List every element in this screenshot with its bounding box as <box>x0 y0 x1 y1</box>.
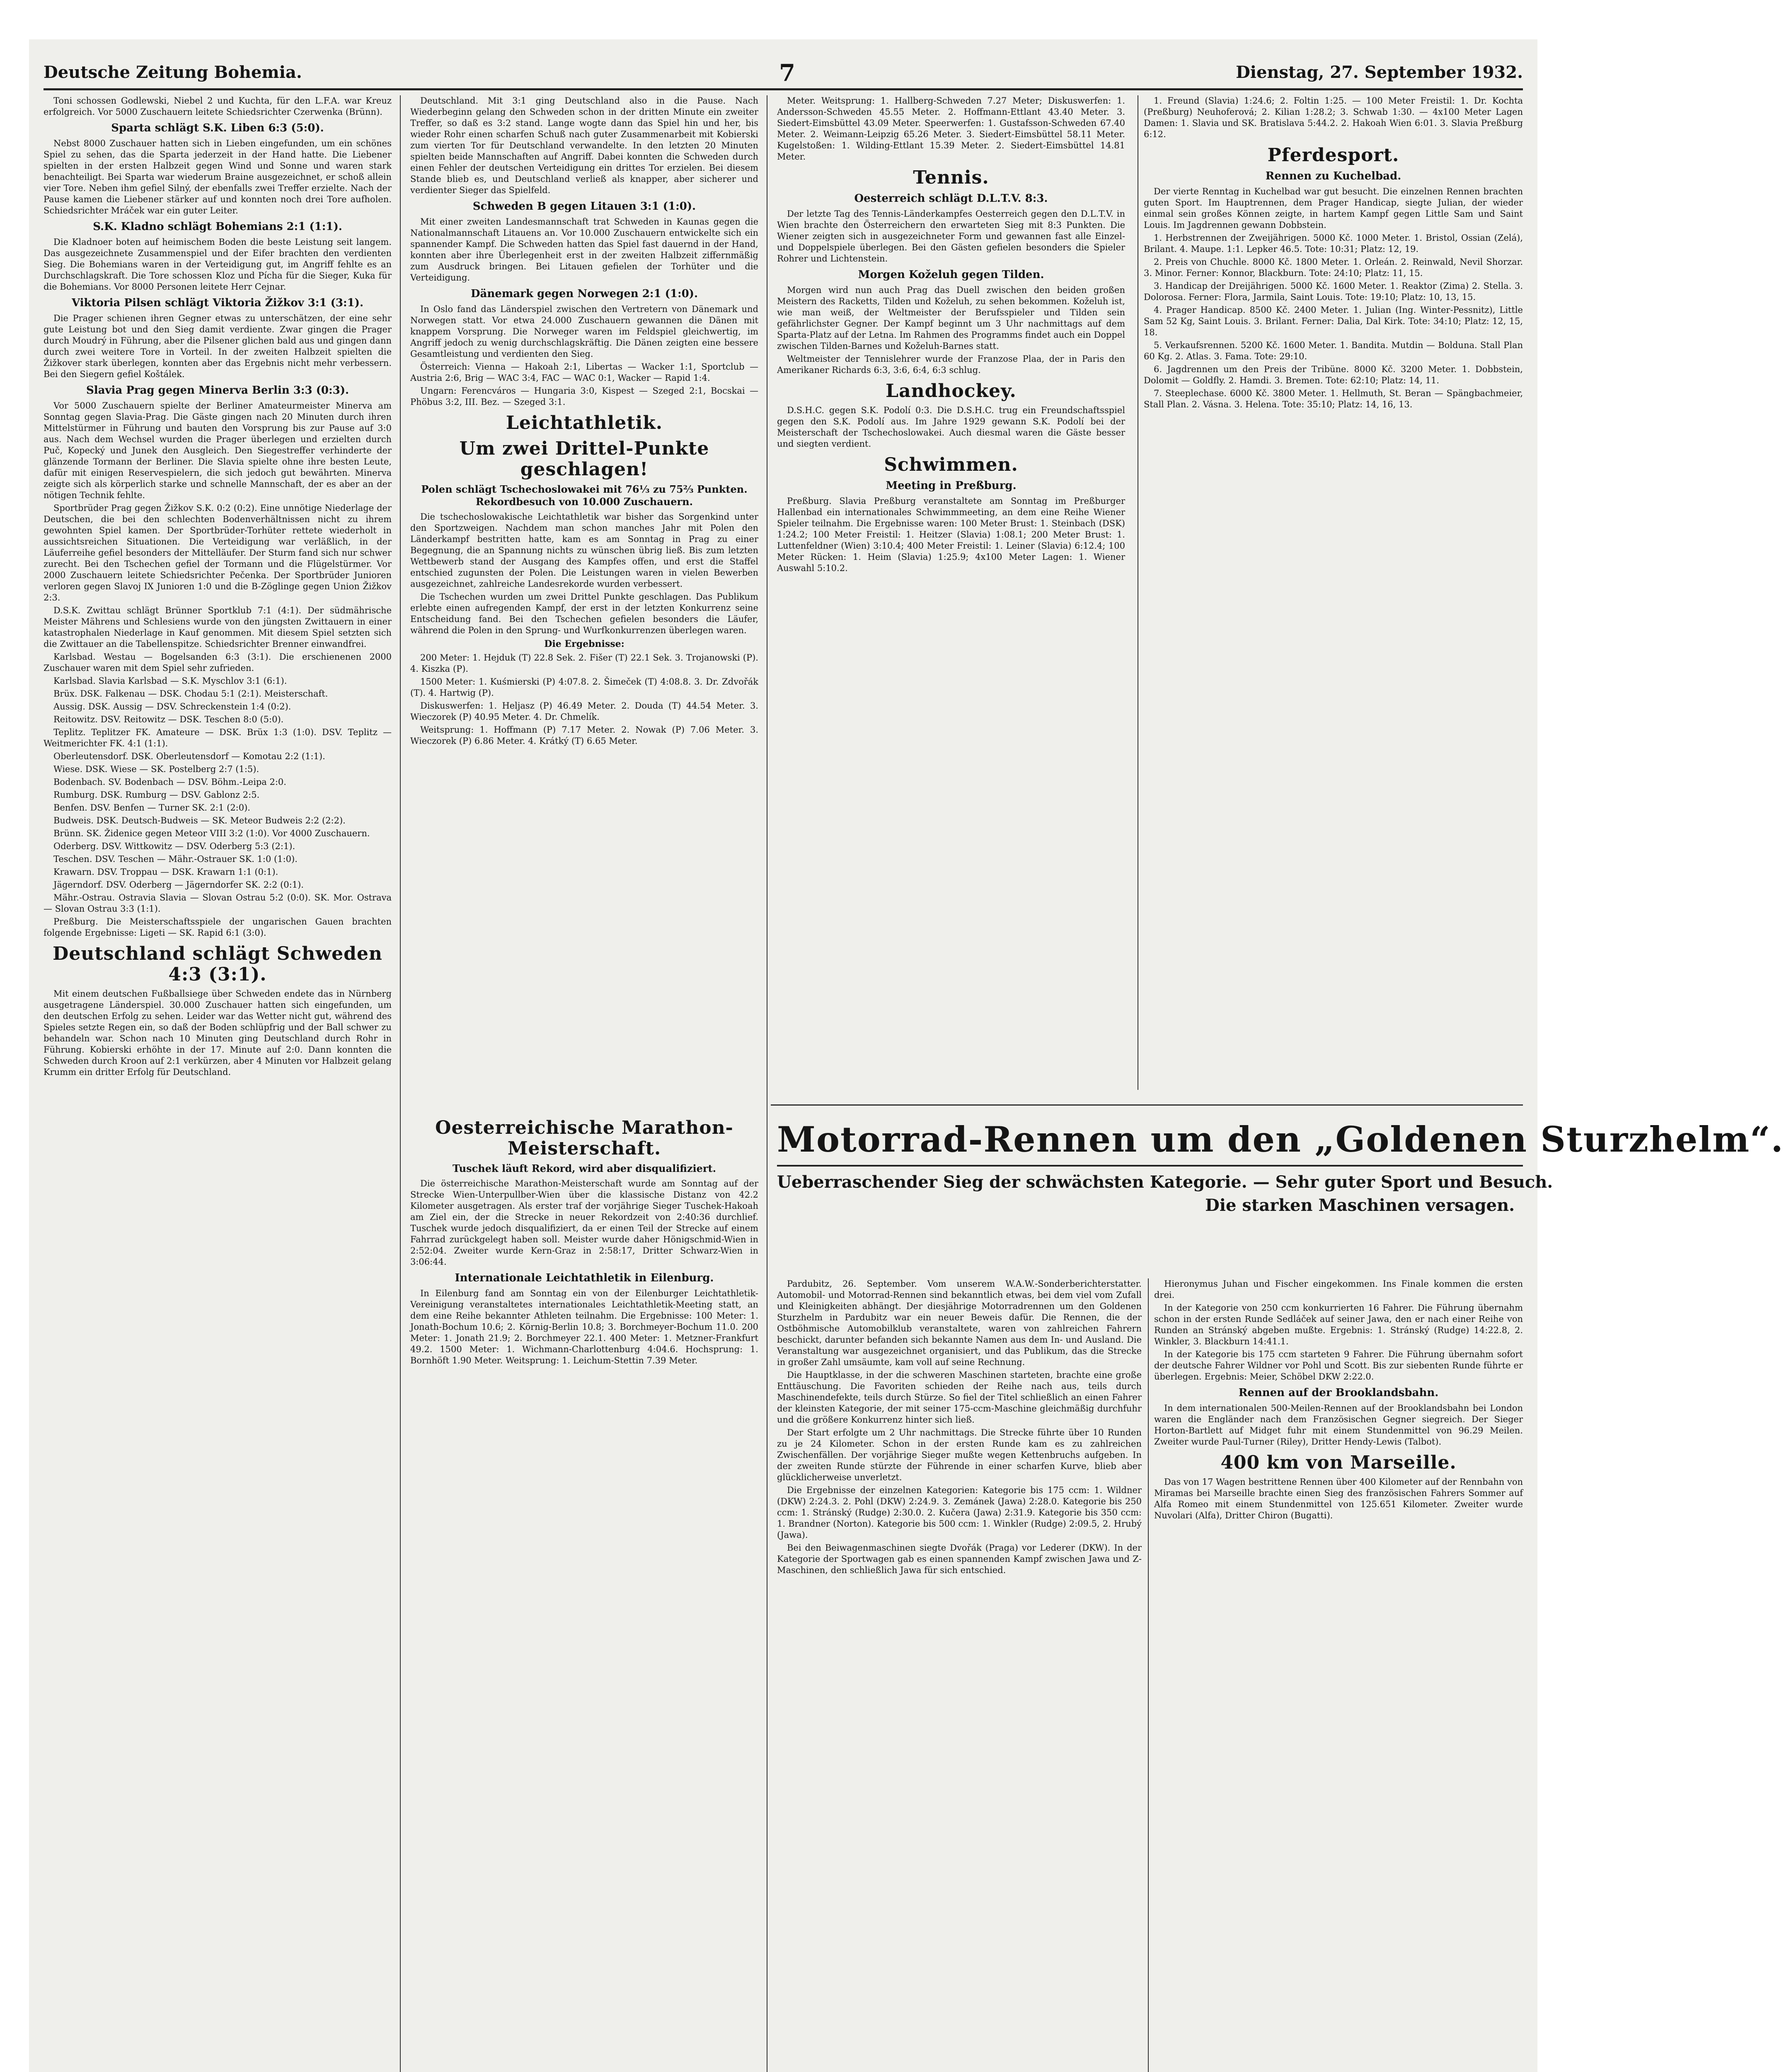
result-line: Krawarn. DSV. Troppau — DSK. Krawarn 1:1 (0:1). <box>53 867 278 877</box>
article-text: Die Hauptklasse, in der die schweren Maschinen starteten, brachte eine große Enttäuschung. Die Favoriten schieden der Reihe nach aus, teils durch Maschinendefekte, teils durch Stürze. So fiel der Titel schließlich an einen Fahrer der kleinsten Kategorie, der mit seiner 175-ccm-Maschine gleichmäßig durchfuhr und die größere Konkurrenz hinter sich ließ. <box>777 1370 1142 1425</box>
article-headline: Rennen zu Kuchelbad. <box>1265 170 1402 182</box>
race-result: 4. Prager Handicap. 8500 Kč. 2400 Meter. 1. Julian (Ing. Winter-Pessnitz), Little Sam 52 Kg, Saint Louis. 3. Brilant. Ferner: Dalia, Dal Kirk. Tote: 34:10; Platz: 12, 15, 18. <box>1144 305 1523 337</box>
result-line: 200 Meter: 1. Hejduk (T) 22.8 Sek. 2. Fišer (T) 22.1 Sek. 3. Trojanowski (P). 4. Kiszka (P). <box>410 653 758 674</box>
article-text: Toni schossen Godlewski, Niebel 2 und Kuchta, für den L.F.A. war Kreuz erfolgreich. Vor 5000 Zuschauern leitete Schiedsrichter Czerwenka (Brünn). <box>44 96 392 117</box>
result-line: Bodenbach. SV. Bodenbach — DSV. Böhm.-Leipa 2:0. <box>53 777 286 787</box>
article-text: Vor 5000 Zuschauern spielte der Berliner Amateurmeister Minerva am Sonntag gegen Slavia-Prag. Die Gäste gingen nach 20 Minuten durch ihren Mittelstürmer in Führung und bauten den Vorsprung bis zur Pause auf 3:0 aus. Nach dem Wechsel wurden die Prager überlegen und erzielten durch Puč, Kopecký und Junek den Ausgleich. Den Siegestreffer verhinderte der glänzende Tormann der Berliner. Die Slavia spielte ohne ihre besten Leute, dafür mit einigen Reservespielern, die sich jedoch gut bewährten. Minerva zeigte sich als körperlich starke und schnelle Mannschaft, der es aber an der nötigen Technik fehlte. <box>44 401 392 500</box>
article-text: Morgen wird nun auch Prag das Duell zwischen den beiden großen Meistern des Racketts, Tilden und Koželuh, zu sehen bekommen. Koželuh ist, wie man weiß, der Weltmeister der Berufsspieler und Tilden sein gefährlichster Gegner. Der Kampf beginnt um 3 Uhr nachmittags auf dem Sparta-Platz auf der Letna. Im Rahmen des Programms findet auch ein Doppel zwischen Tilden-Barnes und Koželuh-Barnes statt. <box>777 285 1125 351</box>
article-text: Die Ergebnisse der einzelnen Kategorien: Kategorie bis 175 ccm: 1. Wildner (DKW) 2:24.3. 2. Pohl (DKW) 2:24.9. 3. Zemánek (Jawa) 2:28.0. Kategorie bis 250 ccm: 1. Stránský (Rudge) 2:30.0. 2. Kučera (Jawa) 2:31.9. Kategorie bis 350 ccm: 1. Brandner (Norton). Kategorie bis 500 ccm: 1. Winkler (Rudge) 2:09.5, 2. Hrubý (Jawa). <box>777 1485 1142 1540</box>
motorrad-article-body <box>777 1278 1142 2072</box>
article-text: Die tschechoslowakische Leichtathletik war bisher das Sorgenkind unter den Sportzweigen. Nachdem man schon manches Jahr mit Polen den Länderkampf bestritten hatte, kam es am Sonntag in Prag zu einer Begegnung, die an Spannung nichts zu wünschen übrig ließ. Bis zum letzten Wettbewerb stand der Ausgang des Kampfes offen, und erst die Staffel entschied zugunsten der Polen. Die Leistungen waren in vielen Bewerben ausgezeichnet, zahlreiche Landesrekorde wurden verbessert. <box>410 512 758 589</box>
article-subheadline: Polen schlägt Tschechoslowakei mit 76⅓ zu 75⅔ Punkten. Rekordbesuch von 10.000 Zuschauern. <box>421 483 748 508</box>
result-line: 1500 Meter: 1. Kuśmierski (P) 4:07.8. 2. Šimeček (T) 4:08.8. 3. Dr. Zdvořák (T). 4. Hartwig (P). <box>410 677 758 698</box>
result-line: Karlsbad. Westau — Bogelsanden 6:3 (3:1). Die erschienenen 2000 Zuschauer waren mit dem Spiel sehr zufrieden. <box>44 652 392 673</box>
feature-subheadline: Die starken Maschinen versagen. <box>1205 1196 1515 1215</box>
issue-date: Dienstag, 27. September 1932. <box>1236 63 1523 82</box>
newspaper-page <box>29 39 1784 2072</box>
article-text: In der Kategorie bis 175 ccm starteten 9 Fahrer. Die Führung übernahm sofort der deutsche Fahrer Wildner vor Pohl und Scott. Bis zur siebenten Runde führte er überlegen. Ergebnis: Meier, Schöbel DKW 2:22.0. <box>1154 1349 1523 1382</box>
result-line: Teschen. DSV. Teschen — Mähr.-Ostrauer SK. 1:0 (1:0). <box>53 854 298 864</box>
race-result: 6. Jagdrennen um den Preis der Tribüne. 8000 Kč. 3200 Meter. 1. Dobbstein, Dolomit — Goldfly. 2. Hamdi. 3. Bremen. Tote: 62:10; Platz: 14, 11. <box>1144 364 1523 385</box>
article-headline: Viktoria Pilsen schlägt Viktoria Žižkov 3:1 (3:1). <box>71 297 364 309</box>
article-headline: Meeting in Preßburg. <box>886 479 1017 492</box>
article-text: Meter. Weitsprung: 1. Hallberg-Schweden 7.27 Meter; Diskuswerfen: 1. Andersson-Schweden 45.55 Meter. 2. Hoffmann-Ettlant 43.40 Meter. 3. Siedert-Eimsbüttel 43.09 Meter. Speerwerfen: 1. Gustafsson-Schweden 67.40 Meter. 2. Weimann-Leipzig 65.26 Meter. 3. Siedert-Eimsbüttel 58.11 Meter. Kugelstoßen: 1. Wilding-Ettlant 15.39 Meter. 2. Siedert-Eimsbüttel 14.81 Meter. <box>777 96 1125 162</box>
result-line: Oderberg. DSV. Wittkowitz — DSV. Oderberg 5:3 (2:1). <box>53 841 295 851</box>
article-headline: Dänemark gegen Norwegen 2:1 (1:0). <box>470 288 698 300</box>
column-4 <box>1144 95 1523 1086</box>
article-text: Die österreichische Marathon-Meisterschaft wurde am Sonntag auf der Strecke Wien-Unterpullber-Wien über die klassische Distanz von 42.2 Kilometer ausgetragen. Als erster traf der vorjährige Sieger Tuschek-Hakoah am Ziel ein, der die Strecke in neuer Rekordzeit von 2:40:36 durchlief. Tuschek wurde jedoch disqualifiziert, da er einen Teil der Strecke auf einem Fahrrad zurückgelegt haben soll. Meister wurde daher Hönigschmid-Wien in 2:52:04. Zweiter wurde Kern-Graz in 2:58:17, Dritter Schwarz-Wien in 3:06:44. <box>410 1179 758 1267</box>
column-rule <box>1148 1278 1149 2072</box>
masthead <box>44 59 1523 90</box>
result-line: Jägerndorf. DSV. Oderberg — Jägerndorfer SK. 2:2 (0:1). <box>53 880 304 890</box>
result-line: Weitsprung: 1. Hoffmann (P) 7.17 Meter. 2. Nowak (P) 7.06 Meter. 3. Wieczorek (P) 6.86 Meter. 4. Krátký (T) 6.65 Meter. <box>410 725 758 746</box>
race-result: 5. Verkaufsrennen. 5200 Kč. 1600 Meter. 1. Bandita. Mutdin — Bolduna. Stall Plan 60 Kg. 2. Atlas. 3. Fama. Tote: 29:10. <box>1144 340 1523 361</box>
race-result: 2. Preis von Chuchle. 8000 Kč. 1800 Meter. 1. Orleán. 2. Reinwald, Nevil Shorzar. 3. Minor. Ferner: Konnor, Blackburn. Tote: 24:10; Platz: 11, 15. <box>1144 257 1523 278</box>
article-text: Weltmeister der Tennislehrer wurde der Franzose Plaa, der in Paris den Amerikaner Richards 6:3, 3:6, 6:4, 6:3 schlug. <box>777 354 1125 375</box>
result-line: Aussig. DSK. Aussig — DSV. Schreckenstein 1:4 (0:2). <box>53 702 291 712</box>
article-text: Die Tschechen wurden um zwei Drittel Punkte geschlagen. Das Publikum erlebte einen aufregenden Kampf, der erst in der letzten Konkurrenz seine Entscheidung fand. Bei den Tschechen gefielen besonders die Läufer, während die Polen in den Sprung- und Wurfkonkurrenzen überlegen waren. <box>410 592 758 635</box>
race-result: 1. Herbstrennen der Zweijährigen. 5000 Kč. 1000 Meter. 1. Bristol, Ossian (Zelá), Brilant. 4. Maupe. 1:1. Lepker 46.5. Tote: 10:31; Platz: 12, 19. <box>1144 233 1523 254</box>
article-headline: Morgen Koželuh gegen Tilden. <box>858 269 1044 281</box>
article-text: In Eilenburg fand am Sonntag ein von der Eilenburger Leichtathletik-Vereinigung veranstaltetes internationales Leichtathletik-Meeting statt, an dem eine Reihe bekannter Athleten teilnahm. Die Ergebnisse: 100 Meter: 1. Jonath-Bochum 10.6; 2. Körnig-Berlin 10.8; 3. Borchmeyer-Bochum 11.0. 200 Meter: 1. Jonath 21.9; 2. Borchmeyer 22.1. 400 Meter: 1. Metzner-Frankfurt 49.2. 1500 Meter: 1. Wichmann-Charlottenburg 4:04.6. Hochsprung: 1. Bornhöft 1.90 Meter. Weitsprung: 1. Leichum-Stettin 7.39 Meter. <box>410 1288 758 1365</box>
article-text: Bei den Beiwagenmaschinen siegte Dvořák (Praga) vor Lederer (DKW). In der Kategorie der Sportwagen gab es einen spannenden Kampf zwischen Jawa und Z-Maschinen, den schließlich Jawa für sich entschied. <box>777 1543 1142 1575</box>
article-headline: Oesterreich schlägt D.L.T.V. 8:3. <box>854 192 1048 205</box>
result-line: Rumburg. DSK. Rumburg — DSV. Gablonz 2:5. <box>53 790 260 800</box>
lower-right-column <box>1154 1278 1523 2072</box>
result-line: Mähr.-Ostrau. Ostravia Slavia — Slovan Ostrau 5:2 (0:0). SK. Mor. Ostrava — Slovan Ostrau 3:3 (1:1). <box>44 893 392 914</box>
race-result: 7. Steeplechase. 6000 Kč. 3800 Meter. 1. Hellmuth, St. Beran — Spängbachmeier, Stall Plan. 2. Vásna. 3. Helena. Tote: 35:10; Platz: 14, 16, 13. <box>1144 388 1523 409</box>
article-text: 1. Freund (Slavia) 1:24.6; 2. Foltin 1:25. — 100 Meter Freistil: 1. Dr. Kochta (Preßburg) Neuhoferová; 2. Kilian 1:28.2; 3. Schwab 1:30. — 4x100 Meter Lagen Damen: 1. Slavia und SK. Bratislava 5:44.2. 2. Hakoah Wien 6:01. 3. Slavia Preßburg 6:12. <box>1144 96 1523 139</box>
article-text: Preßburg. Slavia Preßburg veranstaltete am Sonntag im Preßburger Hallenbad ein internationales Schwimmmeeting, an dem eine Reihe Wiener Spieler teilnahm. Die Ergebnisse waren: 100 Meter Brust: 1. Steinbach (DSK) 1:24.2; 100 Meter Freistil: 1. Heitzer (Slavia) 1:08.1; 200 Meter Brust: 1. Luttenfeldner (Wien) 3:10.4; 400 Meter Freistil: 1. Leiner (Slavia) 6:12.4; 100 Meter Rücken: 1. Heim (Slavia) 1:25.9; 4x100 Meter Lagen: 1. Wiener Auswahl 5:10.2. <box>777 496 1125 573</box>
article-text: Die Kladnoer boten auf heimischem Boden die beste Leistung seit langem. Das ausgezeichnete Zusammenspiel und der Eifer brachten den verdienten Sieg. Die Bohemians waren in der Verteidigung gut, im Angriff fehlte es an Durchschlagskraft. Die Tore schossen Kloz und Pícha für die Sieger, Kuka für die Bohemians. Vor 8000 Personen leitete Herr Cejnar. <box>44 237 392 292</box>
article-text: Der letzte Tag des Tennis-Länderkampfes Oesterreich gegen den D.L.T.V. in Wien brachte den Österreichern den erwarteten Sieg mit 8:3 Punkten. Die Wiener zeigten sich in ausgezeichneter Form und gewannen fast alle Einzel- und Doppelspiele überlegen. Bei den Gästen gefielen besonders die Spieler Rohrer und Lichtenstein. <box>777 209 1125 264</box>
result-line: Preßburg. Die Meisterschaftsspiele der ungarischen Gauen brachten folgende Ergebnisse: Ligeti — SK. Rapid 6:1 (3:0). <box>44 917 392 938</box>
feature-subheadline: Ueberraschender Sieg der schwächsten Kategorie. — Sehr guter Sport und Besuch. <box>777 1172 1553 1192</box>
article-text: D.S.K. Zwittau schlägt Brünner Sportklub 7:1 (4:1). Der südmährische Meister Mährens und Schlesiens wurde von den jüngsten Zwittauern in einer katastrophalen Niederlage in Kauf genommen. Mit diesem Spiel setzten sich die Zwittauer an die Tabellenspitze. Schiedsrichter Brenner einwandfrei. <box>44 605 392 649</box>
article-headline-large: 400 km von Marseille. <box>1220 1452 1457 1473</box>
article-headline: Schweden B gegen Litauen 3:1 (1:0). <box>472 200 696 213</box>
race-result: 3. Handicap der Dreijährigen. 5000 Kč. 1600 Meter. 1. Reaktor (Zima) 2. Stella. 3. Dolorosa. Ferner: Flora, Jarmila, Saint Louis. Tote: 19:10; Platz: 10, 13, 15. <box>1144 281 1523 302</box>
article-text: Hieronymus Juhan und Fischer eingekommen. Ins Finale kommen die ersten drei. <box>1154 1279 1523 1300</box>
article-subheadline: Tuschek läuft Rekord, wird aber disqualifiziert. <box>453 1162 716 1174</box>
result-line: Brünn. SK. Židenice gegen Meteor VIII 3:2 (1:0). Vor 4000 Zuschauern. <box>53 828 370 838</box>
article-text: Österreich: Vienna — Hakoah 2:1, Libertas — Wacker 1:1, Sportclub — Austria 2:6, Brig — WAC 3:4, FAC — WAC 0:1, Wacker — Rapid 1:4. <box>410 362 758 383</box>
article-headline: Internationale Leichtathletik in Eilenburg. <box>455 1272 714 1284</box>
article-text: Mit einem deutschen Fußballsiege über Schweden endete das in Nürnberg ausgetragene Länderspiel. 30.000 Zuschauer hatten sich eingefunden, um den deutschen Erfolg zu sehen. Leider war das Wetter nicht gut, während des Spieles setzte Regen ein, so daß der Boden schlüpfrig und der Ball schwer zu behandeln war. Schon nach 10 Minuten ging Deutschland durch Rohr in Führung. Kobierski erhöhte in der 17. Minute auf 2:0. Dann konnten die Schweden durch Kroon auf 2:1 verkürzen, aber 4 Minuten vor Halbzeit gelang Krumm ein dritter Erfolg für Deutschland. <box>44 989 392 1077</box>
article-headline: Sparta schlägt S.K. Liben 6:3 (5:0). <box>111 122 324 134</box>
article-text: Sportbrüder Prag gegen Žižkov S.K. 0:2 (0:2). Eine unnötige Niederlage der Deutschen, die bei den schlechten Bodenverhältnissen nicht zu ihrem gewohnten Spiel kamen. Der Sportbrüder-Torhüter rettete wiederholt in aussichtsreichen Situationen. Die Verteidigung war verläßlich, in der Läuferreihe gefiel besonders der Mittelläufer. Der Sturm fand sich nur schwer zurecht. Bei den Tschechen gefiel der Tormann und die Flügelstürmer. Vor 2000 Zuschauern leitete Schiedsrichter Pečenka. Der Sportbrüder Junioren verloren gegen Slavoj IX Junioren 1:0 und die B-Zöglinge gegen Union Žižkov 2:3. <box>44 503 392 603</box>
result-line: Oberleutensdorf. DSK. Oberleutensdorf — Komotau 2:2 (1:1). <box>53 751 325 761</box>
result-line: Wiese. DSK. Wiese — SK. Postelberg 2:7 (1:5). <box>53 764 259 774</box>
article-headline: Rennen auf der Brooklandsbahn. <box>1238 1387 1439 1399</box>
article-text: Deutschland. Mit 3:1 ging Deutschland also in die Pause. Nach Wiederbeginn gelang den Schweden schon in der dritten Minute ein zweiter Treffer, so daß es 3:2 stand. Lange wogte dann das Spiel hin und her, bis wieder Rohr einen scharfen Schuß nach guter Zusammenarbeit mit Kobierski zum vierten Tor für Deutschland verwandelte. In den letzten 20 Minuten spielten beide Mannschaften auf Angriff. Dabei konnten die Schweden durch einen Fehler der deutschen Verteidigung ein drittes Tor erzielen. Bei diesem Stande blieb es, und Deutschland verließ als knapper, aber sicherer und verdienter Sieger das Spielfeld. <box>410 96 758 195</box>
feature-banner-headline: Motorrad-Rennen um den „Goldenen Sturzhelm“. <box>777 1117 1523 1167</box>
paper-name: Deutsche Zeitung Bohemia. <box>44 63 302 82</box>
marathon-article <box>410 1113 758 2072</box>
section-rule <box>771 1104 1523 1106</box>
results-heading: Die Ergebnisse: <box>544 639 625 649</box>
article-text: Das von 17 Wagen bestrittene Rennen über 400 Kilometer auf der Rennbahn von Miramas bei Marseille brachte einen Sieg des französischen Fahrers Sommer auf Alfa Romeo mit einem Stundenmittel von 125.651 Kilometer. Zweiter wurde Nuvolari (Alfa), Dritter Chiron (Bugatti). <box>1154 1477 1523 1520</box>
motorrad-feature <box>777 1117 1784 1270</box>
result-line: Karlsbad. Slavia Karlsbad — S.K. Myschlov 3:1 (6:1). <box>53 676 287 686</box>
article-text: Mit einer zweiten Landesmannschaft trat Schweden in Kaunas gegen die Nationalmannschaft Litauens an. Vor 10.000 Zuschauern entwickelte sich ein spannender Kampf. Die Schweden hatten das Spiel fast dauernd in der Hand, konnten aber ihre Überlegenheit erst in der zweiten Halbzeit ziffernmäßig zum Ausdruck bringen. Bei Litauen gefielen der Torhüter und die Verteidigung. <box>410 217 758 283</box>
article-headline: Slavia Prag gegen Minerva Berlin 3:3 (0:3). <box>86 384 349 397</box>
article-text: Ungarn: Ferencváros — Hungaria 3:0, Kispest — Szeged 2:1, Bocskai — Phöbus 3:2, III. Bez. — Szeged 3:1. <box>410 386 758 407</box>
article-headline-large: Oesterreichische Marathon-Meisterschaft. <box>435 1117 733 1159</box>
column-1 <box>44 95 392 2072</box>
section-heading: Tennis. <box>913 167 989 188</box>
result-line: Brüx. DSK. Falkenau — DSK. Chodau 5:1 (2:1). Meisterschaft. <box>53 689 328 699</box>
section-heading: Pferdesport. <box>1267 145 1399 166</box>
article-text: Der Start erfolgte um 2 Uhr nachmittags. Die Strecke führte über 10 Runden zu je 24 Kilometer. Schon in der ersten Runde kam es zu zahlreichen Zwischenfällen. Der vorjährige Sieger mußte wegen Kettenbruchs aufgeben. In der zweiten Runde stürzte der Führende in einer scharfen Kurve, blieb aber glücklicherweise unverletzt. <box>777 1428 1142 1482</box>
result-line: Budweis. DSK. Deutsch-Budweis — SK. Meteor Budweis 2:2 (2:2). <box>53 816 346 825</box>
result-line: Teplitz. Teplitzer FK. Amateure — DSK. Brüx 1:3 (1:0). DSV. Teplitz — Weitmerichter FK. 4:1 (1:1). <box>44 727 392 748</box>
section-heading: Landhockey. <box>886 380 1017 402</box>
article-text: Pardubitz, 26. September. Vom unserem W.A.W.-Sonderberichterstatter. Automobil- und Motorrad-Rennen sind bekanntlich etwas, bei dem viel vom Zufall und Kleinigkeiten abhängt. Der diesjährige Motorradrennen um den Goldenen Sturzhelm in Pardubitz war ein neuer Beweis dafür. Die Rennen, die der Ostböhmische Automobilklub veranstaltete, waren von zahlreichen Fahrern beschickt, darunter befanden sich bekannte Namen aus dem In- und Ausland. Die Veranstaltung war ausgezeichnet organisiert, und das Publikum, das die Strecke in großer Zahl umsäumte, kam voll auf seine Rechnung. <box>777 1279 1142 1367</box>
article-headline-large: Um zwei Drittel-Punkte geschlagen! <box>459 438 709 480</box>
column-3 <box>777 95 1125 1086</box>
article-text: In Oslo fand das Länderspiel zwischen den Vertretern von Dänemark und Norwegen statt. Vor etwa 24.000 Zuschauern gewannen die Dänen mit knappem Vorsprung. Die Norweger waren im Feldspiel gleichwertig, im Angriff jedoch zu wenig durchschlagskräftig. Die Dänen zeigten eine bessere Gesamtleistung und verdienten den Sieg. <box>410 304 758 359</box>
result-line: Reitowitz. DSV. Reitowitz — DSK. Teschen 8:0 (5:0). <box>53 714 284 724</box>
column-rule <box>400 95 401 2072</box>
article-text: D.S.H.C. gegen S.K. Podolí 0:3. Die D.S.H.C. trug ein Freundschaftsspiel gegen den S.K. Podolí aus. Im Jahre 1929 gewann S.K. Podolí bei der Meisterschaft der Tschechoslowakei. Auch diesmal waren die Gäste besser und siegten verdient. <box>777 405 1125 449</box>
article-text: In der Kategorie von 250 ccm konkurrierten 16 Fahrer. Die Führung übernahm schon in der ersten Runde Sedláček auf seiner Jawa, den er nach einer Reihe von Runden an Stránský abgeben mußte. Ergebnis: 1. Stránský (Rudge) 14:22.8, 2. Winkler, 3. Blackburn 14:41.1. <box>1154 1303 1523 1346</box>
result-line: Benfen. DSV. Benfen — Turner SK. 2:1 (2:0). <box>53 803 250 813</box>
section-heading: Schwimmen. <box>884 454 1018 475</box>
result-line: Diskuswerfen: 1. Heljasz (P) 46.49 Meter. 2. Douda (T) 44.54 Meter. 3. Wieczorek (P) 40.95 Meter. 4. Dr. Chmelík. <box>410 701 758 722</box>
article-headline-large: Deutschland schlägt Schweden 4:3 (3:1). <box>53 943 382 985</box>
article-text: In dem internationalen 500-Meilen-Rennen auf der Brooklandsbahn bei London waren die Engländer nach dem Französischen Gegner siegreich. Der Sieger Horton-Bartlett auf Midget fuhr mit einem Stundenmittel von 96.29 Meilen. Zweiter wurde Paul-Turner (Riley), Dritter Hendy-Lewis (Talbot). <box>1154 1403 1523 1447</box>
column-2 <box>410 95 758 1086</box>
article-text: Die Prager schienen ihren Gegner etwas zu unterschätzen, der eine sehr gute Leistung bot und den Sieg damit verdiente. Zwar gingen die Prager durch Moudrý in Führung, aber die Pilsener glichen bald aus und gingen dann durch zwei weitere Tore in Vorteil. In der zweiten Halbzeit spielten die Žižkover stark überlegen, konnten aber das Ergebnis nicht mehr verbessern. Bei den Siegern gefiel Koštálek. <box>44 313 392 379</box>
article-headline: S.K. Kladno schlägt Bohemians 2:1 (1:1). <box>93 220 342 233</box>
page-number: 7 <box>779 59 795 87</box>
article-text: Der vierte Renntag in Kuchelbad war gut besucht. Die einzelnen Rennen brachten guten Sport. Im Hauptrennen, dem Prager Handicap, siegte Julian, der wieder einmal sein großes Können zeigte, in hartem Kampf gegen Little Sam und Saint Louis. Im Jagdrennen gewann Dobbstein. <box>1144 186 1523 230</box>
article-text: Nebst 8000 Zuschauer hatten sich in Lieben eingefunden, um ein schönes Spiel zu sehen, das die Sparta jederzeit in der Hand hatte. Die Liebener spielten in der ersten Halbzeit gegen Wind und Sonne und waren stark benachteiligt. Bei Sparta war wiederum Braine ausgezeichnet, er schoß allein vier Tore. Neben ihm gefiel Silný, der ebenfalls zwei Treffer erzielte. Nach der Pause kamen die Liebener stärker auf und konnten noch drei Tore aufholen. Schiedsrichter Mráček war ein guter Leiter. <box>44 138 392 215</box>
section-heading: Leichtathletik. <box>506 412 663 433</box>
